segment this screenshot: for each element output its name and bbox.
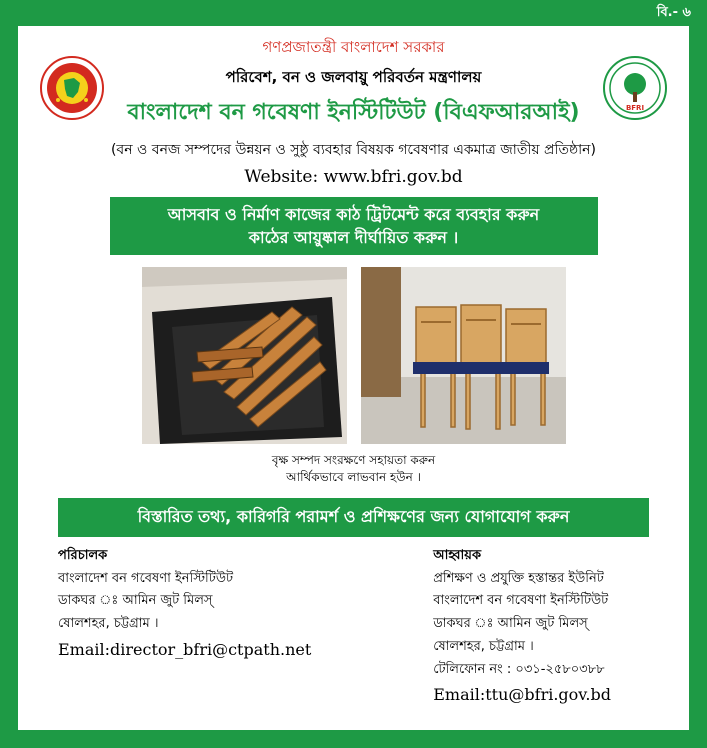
banner-line-2: কাঠের আয়ুষ্কাল দীর্ঘায়িত করুন । [248, 228, 459, 248]
contact-banner: বিস্তারিত তথ্য, কারিগরি পরামর্শ ও প্রশিক্ষণের জন্য যোগাযোগ করুন [58, 498, 649, 537]
photo-caption [18, 452, 689, 486]
convener-address-line: বাংলাদেশ বন গবেষণা ইনস্টিটিউট [433, 593, 609, 609]
website-text: Website: www.bfri.gov.bd [244, 167, 463, 187]
director-title: পরিচালক [58, 547, 108, 563]
treatment-banner [110, 197, 598, 255]
poster-body [18, 26, 689, 730]
wooden-chairs-photo [361, 267, 566, 444]
convener-title: আহ্বায়ক [433, 547, 482, 563]
caption-line-2: আর্থিকভাবে লাভবান হউন । [286, 470, 421, 485]
ministry-title: পরিবেশ, বন ও জলবায়ু পরিবর্তন মন্ত্রণালয় [225, 68, 482, 86]
institute-title: বাংলাদেশ বন গবেষণা ইনস্টিটিউট (বিএফআরআই) [127, 100, 580, 125]
page-code: বি.- ৬ [656, 5, 691, 20]
convener-email: Email:ttu@bfri.gov.bd [433, 685, 611, 705]
convener-address-line: প্রশিক্ষণ ও প্রযুক্তি হস্তান্তর ইউনিট [433, 570, 604, 586]
convener-contact [433, 545, 611, 710]
director-address-line: বাংলাদেশ বন গবেষণা ইনস্টিটিউট [58, 570, 234, 586]
director-email: Email:director_bfri@ctpath.net [58, 639, 312, 659]
director-contact [58, 545, 311, 710]
convener-phone: টেলিফোন নং : ০৩১-২৫৮০৩৮৮ [433, 661, 605, 677]
bfri-logo-text: BFRI [625, 104, 645, 112]
wood-treatment-tank-photo [142, 267, 347, 444]
director-address-line: ষোলশহর, চট্টগ্রাম । [58, 616, 159, 632]
contacts-section [18, 537, 689, 710]
director-address-line: ডাকঘর ঃ আমিন জুট মিলস্ [58, 593, 213, 609]
bfri-logo-icon [603, 56, 667, 120]
header [18, 26, 689, 187]
photo-row [18, 267, 689, 444]
convener-address-line: ডাকঘর ঃ আমিন জুট মিলস্ [433, 616, 588, 632]
convener-address-line: ষোলশহর, চট্টগ্রাম । [433, 638, 534, 654]
banner-line-1: আসবাব ও নির্মাণ কাজের কাঠ ট্রিটমেন্ট করে ব্যবহার করুন [167, 205, 540, 224]
institute-tagline: (বন ও বনজ সম্পদের উন্নয়ন ও সুষ্ঠু ব্যবহার বিষয়ক গবেষণার একমাত্র জাতীয় প্রতিষ্ঠান) [110, 142, 597, 158]
government-title: গণপ্রজাতন্ত্রী বাংলাদেশ সরকার [262, 38, 445, 56]
government-seal-icon [40, 56, 104, 120]
caption-line-1: বৃক্ষ সম্পদ সংরক্ষণে সহায়তা করুন [271, 453, 436, 468]
